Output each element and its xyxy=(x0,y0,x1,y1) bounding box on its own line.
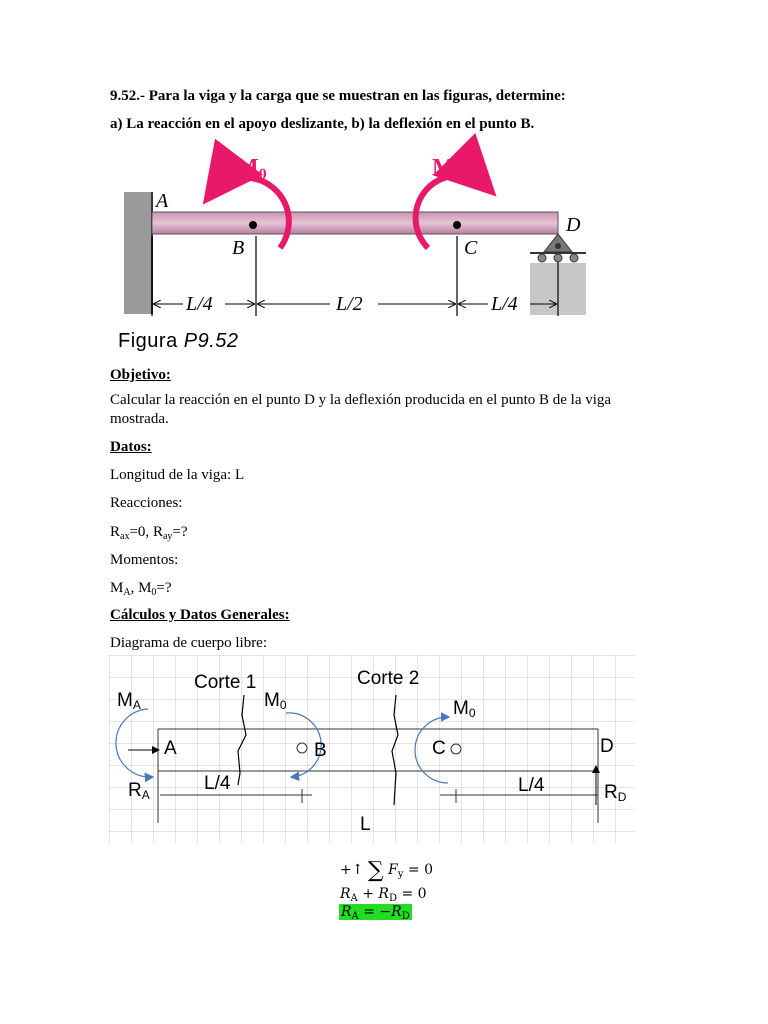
fbd-length: L xyxy=(360,814,371,835)
figure-dim-2: L/2 xyxy=(336,293,363,315)
figure-point-a: A xyxy=(156,190,169,212)
fbd-dim-left: L/4 xyxy=(204,773,231,794)
reactions-heading: Reacciones: xyxy=(110,495,183,511)
beam xyxy=(152,212,558,234)
fbd-dim-right: L/4 xyxy=(518,775,545,796)
moment-label-right: $M_0$ xyxy=(432,155,463,183)
fbd-d-label: D xyxy=(600,736,614,757)
fbd-ra-label: $R_A$ xyxy=(128,780,150,802)
objective-heading: Objetivo: xyxy=(110,367,171,383)
moments-values: $M_A$, $M_0=$? xyxy=(110,580,172,598)
moment-label-left: $M_0$ xyxy=(236,155,267,183)
fbd-ma-label: $M_A$ xyxy=(117,690,141,712)
problem-statement-line1: 9.52.- Para la viga y la carga que se muestran en las figuras, determine: xyxy=(110,88,566,104)
fbd-label: Diagrama de cuerpo libre: xyxy=(110,635,268,651)
beam-figure xyxy=(0,0,768,360)
point-c-dot xyxy=(453,221,461,229)
point-b-dot xyxy=(249,221,257,229)
equation-reactions-sum: $R_A + R_D = 0$ xyxy=(340,886,427,904)
objective-line2: mostrada. xyxy=(110,411,169,427)
fbd-b-label: B xyxy=(314,740,327,761)
fbd-c-label: C xyxy=(432,738,446,759)
figure-dim-1: L/4 xyxy=(186,293,213,315)
figure-dim-3: L/4 xyxy=(491,293,518,315)
calc-heading: Cálculos y Datos Generales: xyxy=(110,607,290,623)
data-heading: Datos: xyxy=(110,439,152,455)
moments-heading: Momentos: xyxy=(110,552,179,568)
fbd-cut-2-label: Corte 2 xyxy=(357,668,420,689)
problem-statement-line2: a) La reacción en el apoyo deslizante, b) la deflexión en el punto B. xyxy=(110,116,535,132)
equation-result-highlighted: $R_A = -R_D$ xyxy=(341,904,410,922)
beam-length: Longitud de la viga: L xyxy=(110,467,245,483)
objective-line1: Calcular la reacción en el punto D y la deflexión producida en el punto B de la viga xyxy=(110,392,612,408)
fbd-m0-right-label: $M_0$ xyxy=(453,698,476,720)
figure-point-d: D xyxy=(566,214,581,236)
figure-point-c: C xyxy=(464,237,478,259)
fbd-rd-label: $R_D$ xyxy=(604,782,627,804)
fbd-a-label: A xyxy=(164,738,177,759)
reactions-values: $R_{ax}=0$, $R_{ay}=$? xyxy=(110,524,188,542)
fbd-m0-left-label: $M_0$ xyxy=(264,690,287,712)
equation-sum-fy: +↑ ∑ $F_y = 0$ xyxy=(340,858,434,883)
figure-caption: Figura P9.52 xyxy=(118,330,239,352)
fbd-cut-1-label: Corte 1 xyxy=(194,672,257,693)
fixed-wall xyxy=(124,192,152,314)
figure-point-b: B xyxy=(232,237,245,259)
